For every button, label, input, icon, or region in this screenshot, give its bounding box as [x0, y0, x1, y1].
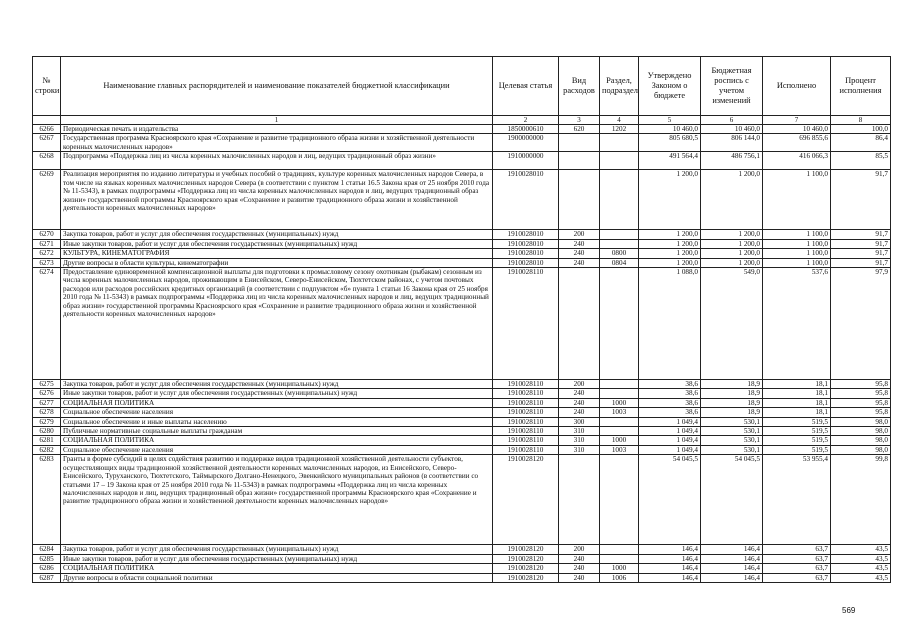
executed-cell: 18,1	[763, 398, 831, 407]
table-row	[33, 258, 891, 267]
target-cell: 1910028010	[493, 230, 559, 239]
header-section: Раздел, подраздел	[600, 57, 639, 116]
target-cell: 1910028010	[493, 239, 559, 248]
percent-cell: 91,7	[831, 170, 891, 230]
type-cell: 240	[559, 573, 600, 582]
target-cell: 1910028110	[493, 445, 559, 454]
row-number-cell: 6284	[33, 545, 61, 554]
executed-cell: 519,5	[763, 417, 831, 426]
type-cell: 240	[559, 249, 600, 258]
table-row	[33, 455, 891, 545]
target-cell: 1910028110	[493, 380, 559, 389]
section-cell: 0800	[600, 249, 639, 258]
row-number-cell: 6267	[33, 134, 61, 152]
row-number-cell: 6274	[33, 268, 61, 380]
percent-cell: 99,8	[831, 455, 891, 545]
percent-cell: 95,8	[831, 408, 891, 417]
row-number-cell: 6283	[33, 455, 61, 545]
table-row	[33, 564, 891, 573]
table-row	[33, 152, 891, 170]
row-number-cell: 6270	[33, 230, 61, 239]
budget-cell: 486 756,1	[701, 152, 763, 170]
budget-cell: 146,4	[701, 554, 763, 563]
approved-cell: 491 564,4	[639, 152, 701, 170]
table-row	[33, 436, 891, 445]
budget-cell: 530,1	[701, 417, 763, 426]
percent-cell: 98,0	[831, 436, 891, 445]
row-number-cell: 6268	[33, 152, 61, 170]
executed-cell: 416 066,3	[763, 152, 831, 170]
column-number: 4	[600, 116, 639, 125]
table-row	[33, 554, 891, 563]
name-cell: Закупка товаров, работ и услуг для обеспечения государственных (муниципальных) нужд	[61, 230, 493, 239]
target-cell: 1910028110	[493, 417, 559, 426]
approved-cell: 38,6	[639, 408, 701, 417]
row-number-cell: 6266	[33, 125, 61, 134]
name-cell: Публичные нормативные социальные выплаты гражданам	[61, 427, 493, 436]
table-row	[33, 427, 891, 436]
percent-cell: 100,0	[831, 125, 891, 134]
type-cell	[559, 170, 600, 230]
table-row	[33, 249, 891, 258]
executed-cell: 18,1	[763, 389, 831, 398]
executed-cell: 519,5	[763, 427, 831, 436]
name-cell: СОЦИАЛЬНАЯ ПОЛИТИКА	[61, 398, 493, 407]
row-number-cell: 6285	[33, 554, 61, 563]
budget-cell: 18,9	[701, 408, 763, 417]
name-cell: Социальное обеспечение населения	[61, 408, 493, 417]
budget-cell: 806 144,0	[701, 134, 763, 152]
target-cell: 1910028010	[493, 249, 559, 258]
header-row	[33, 57, 891, 116]
row-number-cell: 6272	[33, 249, 61, 258]
target-cell: 1910028120	[493, 455, 559, 545]
name-cell: Закупка товаров, работ и услуг для обеспечения государственных (муниципальных) нужд	[61, 545, 493, 554]
name-cell: Закупка товаров, работ и услуг для обеспечения государственных (муниципальных) нужд	[61, 380, 493, 389]
percent-cell: 43,5	[831, 564, 891, 573]
budget-cell: 1 200,0	[701, 249, 763, 258]
name-cell: Подпрограмма «Поддержка лиц из числа коренных малочисленных народов и лиц, ведущих традиционный образ жизни»	[61, 152, 493, 170]
table-row	[33, 230, 891, 239]
type-cell	[559, 268, 600, 380]
name-cell: Социальное обеспечение населения	[61, 445, 493, 454]
section-cell: 1000	[600, 436, 639, 445]
header-budget-list: Бюджетная роспись с учетом изменений	[701, 57, 763, 116]
row-number-cell: 6269	[33, 170, 61, 230]
row-number-cell: 6282	[33, 445, 61, 454]
percent-cell: 43,5	[831, 573, 891, 582]
percent-cell: 91,7	[831, 239, 891, 248]
row-number-cell: 6275	[33, 380, 61, 389]
percent-cell: 95,8	[831, 380, 891, 389]
type-cell: 620	[559, 125, 600, 134]
percent-cell: 98,0	[831, 445, 891, 454]
section-cell: 1000	[600, 398, 639, 407]
percent-cell: 43,5	[831, 545, 891, 554]
type-cell	[559, 152, 600, 170]
type-cell: 200	[559, 230, 600, 239]
row-number-cell: 6286	[33, 564, 61, 573]
section-cell	[600, 389, 639, 398]
row-number-cell: 6280	[33, 427, 61, 436]
executed-cell: 63,7	[763, 573, 831, 582]
budget-cell: 530,1	[701, 436, 763, 445]
row-number-cell: 6281	[33, 436, 61, 445]
section-cell: 1003	[600, 445, 639, 454]
executed-cell: 63,7	[763, 545, 831, 554]
approved-cell: 38,6	[639, 398, 701, 407]
row-number-cell: 6287	[33, 573, 61, 582]
budget-cell: 10 460,0	[701, 125, 763, 134]
section-cell	[600, 170, 639, 230]
table-row	[33, 408, 891, 417]
budget-cell: 18,9	[701, 380, 763, 389]
percent-cell: 86,4	[831, 134, 891, 152]
executed-cell: 1 100,0	[763, 230, 831, 239]
name-cell: Предоставление единовременной компенсационной выплаты для подготовки к промысловому сезону охотникам (рыбакам) сезонным из числа коренных малочисленных народов, проживающим в Енисейском, Северо-Енисейском, Тюхтетском районах, с учетом почтовых расходов или расходов российских кредитных организаций (в соответствии с подпунктом «б» пункта 1 статьи 16 Закона края от 25 ноября 2010 года № 11-5343) в рамках подпрограммы «Поддержка лиц из числа коренных малочисленных народов и лиц, ведущих традиционный образ жизни» государственной программы Красноярского края «Сохранение и развитие традиционного образа жизни и хозяйственной деятельности коренных малочисленных народов»	[61, 268, 493, 380]
header-executed: Исполнено	[763, 57, 831, 116]
approved-cell: 1 049,4	[639, 445, 701, 454]
percent-cell: 98,0	[831, 417, 891, 426]
approved-cell: 1 200,0	[639, 239, 701, 248]
budget-cell: 54 045,5	[701, 455, 763, 545]
section-cell	[600, 554, 639, 563]
type-cell: 310	[559, 445, 600, 454]
column-number: 7	[763, 116, 831, 125]
target-cell: 1910028110	[493, 398, 559, 407]
column-number	[33, 116, 61, 125]
type-cell: 200	[559, 545, 600, 554]
header-approved: Утверждено Законом о бюджете	[639, 57, 701, 116]
row-number-cell: 6273	[33, 258, 61, 267]
budget-table	[32, 56, 891, 583]
budget-cell: 549,0	[701, 268, 763, 380]
name-cell: Гранты в форме субсидий в целях содействия развитию и поддержке видов традиционной хозяйственной деятельности субъектов, осуществляющих виды традиционной хозяйственной деятельности коренных малочисленных народов, из Енисейского, Северо-Енисейского, Туруханского, Тюхтетского, Таймырского Долгано-Ненецкого, Эвенкийского муниципальных районов (в соответствии со статьями 17 – 19 Закона края от 25 ноября 2010 года № 11-5343) в рамках подпрограммы «Поддержка лиц из числа коренных малочисленных народов и лиц, ведущих традиционный образ жизни» государственной программы Красноярского края «Сохранение и развитие традиционного образа жизни и хозяйственной деятельности коренных малочисленных народов»	[61, 455, 493, 545]
target-cell: 1910028120	[493, 554, 559, 563]
executed-cell: 519,5	[763, 445, 831, 454]
type-cell: 240	[559, 258, 600, 267]
type-cell: 240	[559, 554, 600, 563]
page-number: 569	[842, 606, 856, 615]
section-cell	[600, 417, 639, 426]
name-cell: Другие вопросы в области культуры, кинематографии	[61, 258, 493, 267]
table-row	[33, 417, 891, 426]
table-row	[33, 573, 891, 582]
type-cell: 310	[559, 436, 600, 445]
executed-cell: 1 100,0	[763, 249, 831, 258]
approved-cell: 1 049,4	[639, 436, 701, 445]
approved-cell: 146,4	[639, 564, 701, 573]
section-cell: 1003	[600, 408, 639, 417]
percent-cell: 95,8	[831, 398, 891, 407]
target-cell: 1910028120	[493, 545, 559, 554]
budget-cell: 146,4	[701, 573, 763, 582]
target-cell: 1850000610	[493, 125, 559, 134]
table-row	[33, 389, 891, 398]
section-cell	[600, 545, 639, 554]
section-cell	[600, 380, 639, 389]
percent-cell: 43,5	[831, 554, 891, 563]
approved-cell: 146,4	[639, 545, 701, 554]
table-row	[33, 125, 891, 134]
executed-cell: 519,5	[763, 436, 831, 445]
name-cell: Периодическая печать и издательства	[61, 125, 493, 134]
approved-cell: 1 049,4	[639, 417, 701, 426]
section-cell	[600, 230, 639, 239]
target-cell: 1910000000	[493, 152, 559, 170]
section-cell: 1000	[600, 564, 639, 573]
row-number-cell: 6276	[33, 389, 61, 398]
type-cell	[559, 134, 600, 152]
target-cell: 1910028110	[493, 389, 559, 398]
name-cell: КУЛЬТУРА, КИНЕМАТОГРАФИЯ	[61, 249, 493, 258]
section-cell	[600, 268, 639, 380]
section-cell: 0804	[600, 258, 639, 267]
approved-cell: 54 045,5	[639, 455, 701, 545]
target-cell: 1910028110	[493, 268, 559, 380]
budget-cell: 146,4	[701, 545, 763, 554]
type-cell: 240	[559, 408, 600, 417]
name-cell: СОЦИАЛЬНАЯ ПОЛИТИКА	[61, 564, 493, 573]
table-row	[33, 545, 891, 554]
percent-cell: 95,8	[831, 389, 891, 398]
type-cell: 240	[559, 398, 600, 407]
executed-cell: 1 100,0	[763, 258, 831, 267]
percent-cell: 91,7	[831, 249, 891, 258]
header-row-no: № строки	[33, 57, 61, 116]
type-cell	[559, 455, 600, 545]
percent-cell: 98,0	[831, 427, 891, 436]
type-cell: 240	[559, 389, 600, 398]
name-cell: Государственная программа Красноярского края «Сохранение и развитие традиционного образа жизни и хозяйственной деятельности коренных малочисленных народов»	[61, 134, 493, 152]
approved-cell: 1 049,4	[639, 427, 701, 436]
row-number-cell: 6278	[33, 408, 61, 417]
table-row	[33, 398, 891, 407]
header-type: Вид расходов	[559, 57, 600, 116]
budget-cell: 1 200,0	[701, 239, 763, 248]
target-cell: 1910028110	[493, 408, 559, 417]
row-number-cell: 6277	[33, 398, 61, 407]
header-name: Наименование главных распорядителей и наименование показателей бюджетной классификации	[61, 57, 493, 116]
table-body	[33, 125, 891, 583]
approved-cell: 1 200,0	[639, 249, 701, 258]
executed-cell: 18,1	[763, 408, 831, 417]
percent-cell: 91,7	[831, 230, 891, 239]
approved-cell: 1 200,0	[639, 230, 701, 239]
approved-cell: 38,6	[639, 389, 701, 398]
executed-cell: 63,7	[763, 554, 831, 563]
name-cell: Социальное обеспечение и иные выплаты населению	[61, 417, 493, 426]
name-cell: Иные закупки товаров, работ и услуг для обеспечения государственных (муниципальных) нужд	[61, 389, 493, 398]
executed-cell: 63,7	[763, 564, 831, 573]
approved-cell: 10 460,0	[639, 125, 701, 134]
name-cell: СОЦИАЛЬНАЯ ПОЛИТИКА	[61, 436, 493, 445]
percent-cell: 91,7	[831, 258, 891, 267]
budget-cell: 530,1	[701, 445, 763, 454]
column-number: 1	[61, 116, 493, 125]
table-row	[33, 134, 891, 152]
name-cell: Реализация мероприятия по изданию литературы и учебных пособий о традициях, культуре коренных малочисленных народов Севера, в том числе на языках коренных малочисленных народов Севера (в соответствии с пунктом 1 статьи 16.5 Закона края от 25 ноября 2010 года № 11-5343), в рамках подпрограммы «Поддержка лиц из числа коренных малочисленных народов и лиц, ведущих традиционный образ жизни» государственной программы Красноярского края «Сохранение и развитие традиционного образа жизни и хозяйственной деятельности коренных малочисленных народов»	[61, 170, 493, 230]
executed-cell: 53 955,4	[763, 455, 831, 545]
approved-cell: 1 200,0	[639, 170, 701, 230]
executed-cell: 10 460,0	[763, 125, 831, 134]
name-cell: Иные закупки товаров, работ и услуг для обеспечения государственных (муниципальных) нужд	[61, 239, 493, 248]
target-cell: 1900000000	[493, 134, 559, 152]
budget-cell: 1 200,0	[701, 170, 763, 230]
column-number: 2	[493, 116, 559, 125]
target-cell: 1910028110	[493, 427, 559, 436]
approved-cell: 146,4	[639, 554, 701, 563]
target-cell: 1910028120	[493, 564, 559, 573]
section-cell: 1202	[600, 125, 639, 134]
name-cell: Другие вопросы в области социальной политики	[61, 573, 493, 582]
header-target: Целевая статья	[493, 57, 559, 116]
target-cell: 1910028010	[493, 258, 559, 267]
percent-cell: 97,9	[831, 268, 891, 380]
target-cell: 1910028010	[493, 170, 559, 230]
executed-cell: 537,6	[763, 268, 831, 380]
table-row	[33, 445, 891, 454]
budget-cell: 530,1	[701, 427, 763, 436]
target-cell: 1910028120	[493, 573, 559, 582]
row-number-cell: 6279	[33, 417, 61, 426]
table-row	[33, 170, 891, 230]
section-cell	[600, 239, 639, 248]
section-cell	[600, 455, 639, 545]
name-cell: Иные закупки товаров, работ и услуг для обеспечения государственных (муниципальных) нужд	[61, 554, 493, 563]
column-number: 5	[639, 116, 701, 125]
column-number: 3	[559, 116, 600, 125]
type-cell: 300	[559, 417, 600, 426]
table-row	[33, 268, 891, 380]
type-cell: 240	[559, 239, 600, 248]
approved-cell: 1 088,0	[639, 268, 701, 380]
column-number: 8	[831, 116, 891, 125]
executed-cell: 1 100,0	[763, 170, 831, 230]
type-cell: 310	[559, 427, 600, 436]
table-row	[33, 239, 891, 248]
column-number: 6	[701, 116, 763, 125]
approved-cell: 38,6	[639, 380, 701, 389]
approved-cell: 146,4	[639, 573, 701, 582]
header-percent: Процент исполнения	[831, 57, 891, 116]
budget-cell: 18,9	[701, 389, 763, 398]
column-number-row	[33, 116, 891, 125]
executed-cell: 18,1	[763, 380, 831, 389]
type-cell: 200	[559, 380, 600, 389]
approved-cell: 1 200,0	[639, 258, 701, 267]
executed-cell: 696 855,6	[763, 134, 831, 152]
budget-cell: 146,4	[701, 564, 763, 573]
table-row	[33, 380, 891, 389]
budget-cell: 18,9	[701, 398, 763, 407]
executed-cell: 1 100,0	[763, 239, 831, 248]
percent-cell: 85,5	[831, 152, 891, 170]
section-cell	[600, 427, 639, 436]
row-number-cell: 6271	[33, 239, 61, 248]
section-cell: 1006	[600, 573, 639, 582]
type-cell: 240	[559, 564, 600, 573]
budget-cell: 1 200,0	[701, 230, 763, 239]
approved-cell: 805 680,5	[639, 134, 701, 152]
budget-cell: 1 200,0	[701, 258, 763, 267]
section-cell	[600, 134, 639, 152]
target-cell: 1910028110	[493, 436, 559, 445]
section-cell	[600, 152, 639, 170]
